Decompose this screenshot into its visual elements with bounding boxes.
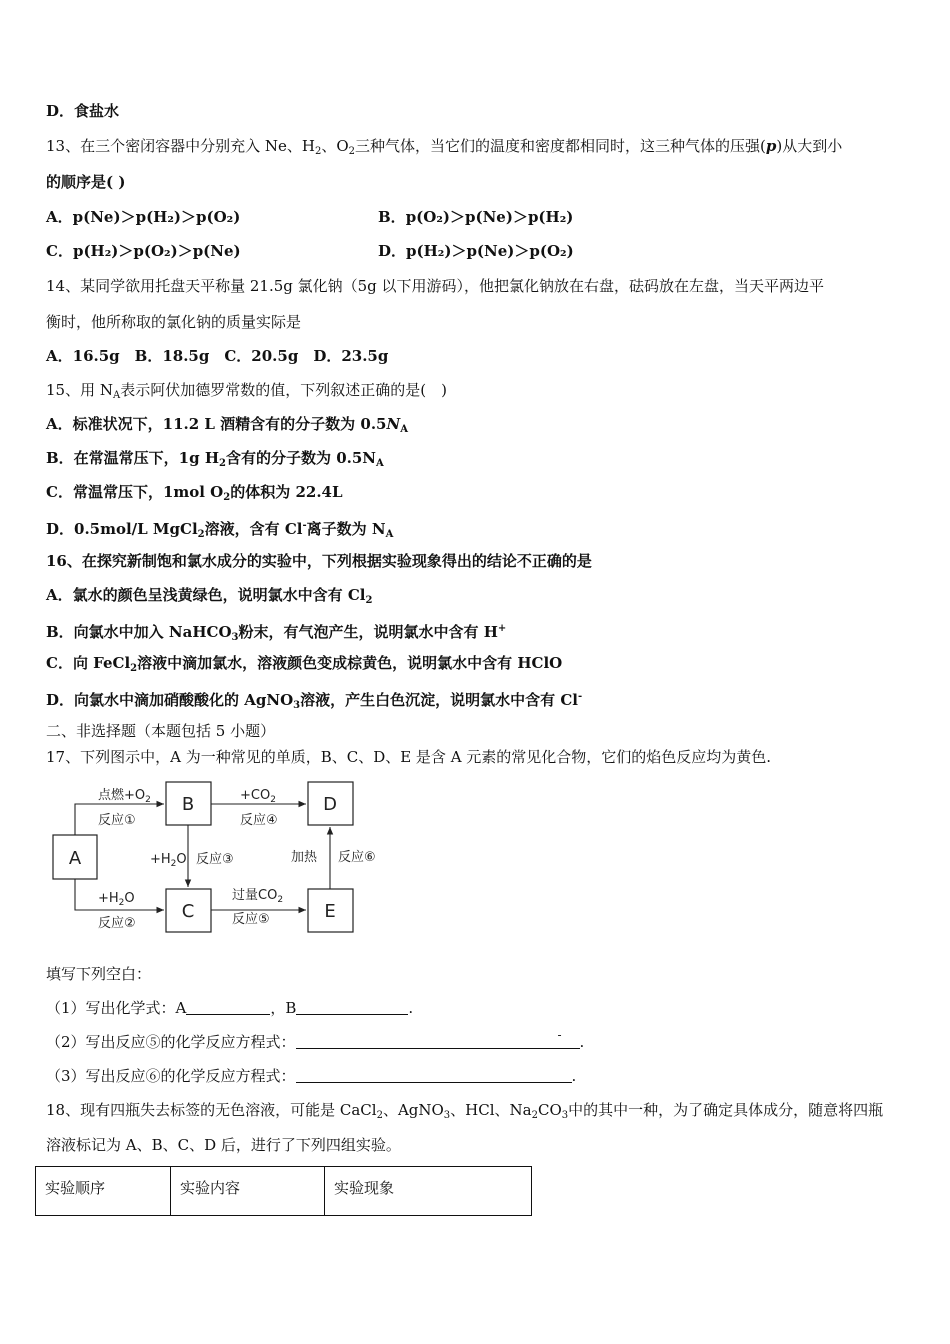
r4-label: 反应④ [240,813,278,828]
q18-stem-line1: 18、现有四瓶失去标签的无色溶液，可能是 CaCl$_2$、AgNO$_3$、HCl、$Na_2CO_3$中的其中一种，为了确定具体成分，随意将四瓶 [46,1101,884,1121]
r1-label: 反应① [98,813,136,828]
q16-option-c: C．向 FeCl$_2$溶液中滴加氯水，溶液颜色变成棕黄色，说明氯水中含有 HClO [46,654,563,674]
q14-options: A．16.5g B．18.5g C．20.5g D．23.5g [46,347,389,365]
r5-label: 反应⑤ [232,912,270,927]
header-phenomenon: 实验现象 [325,1167,532,1216]
answer-blank-b[interactable] [296,1000,408,1015]
q13-option-b: B．p(O₂)＞p(Ne)＞p(H₂) [378,208,574,226]
q13-option-a: A．p(Ne)＞p(H₂)＞p(O₂) [46,208,241,226]
r6-condition: 加热 [291,850,318,865]
q17-stem: 17、下列图示中，A 为一种常见的单质，B、C、D、E 是含 A 元素的常见化合物，它们的焰色反应均为黄色. [46,748,772,766]
table-row [36,1167,532,1216]
r2-condition: $+H_2O$ [98,891,135,908]
q15-option-c: C．常温常压下，1mol $O_2$的体积为 22.4L [46,483,343,503]
q16-option-a: A．氯水的颜色呈浅黄绿色，说明氯水中含有 $Cl_2$ [46,586,373,606]
q17-part1: （1）写出化学式：A ，B . [46,999,414,1017]
q14-stem-line1: 14、某同学欲用托盘天平称量 21.5g 氯化钠（5g 以下用游码），他把氯化钠放在右盘，砝码放在左盘，当天平两边平 [46,277,825,295]
q15-option-b: B．在常温常压下，1g $H_2$含有的分子数为 $0.5N_A$ [46,449,384,469]
q17-reaction-diagram [40,775,400,945]
header-content: 实验内容 [171,1167,325,1216]
label-d: D [323,794,337,815]
q15-stem: 15、用 $N_A$表示阿伏加德罗常数的值，下列叙述正确的是( ) [46,381,447,401]
label-c: C [181,901,195,922]
r3-label: 反应③ [196,852,234,867]
q16-stem: 16、在探究新制饱和氯水成分的实验中，下列根据实验现象得出的结论不正确的是 [46,552,592,570]
q18-experiment-table [35,1166,532,1216]
label-a: A [68,848,82,869]
r1-condition: 点燃$+O_2$ [98,788,151,805]
answer-blank-reaction6[interactable] [296,1068,572,1083]
r4-condition: $+CO_2$ [240,788,276,805]
q16-option-d: D．向氯水中滴加硝酸酸化的 AgNO$_3$溶液，产生白色沉淀，说明氯水中含有 Cl- [46,691,583,711]
q17-part3: （3）写出反应⑥的化学反应方程式： . [46,1067,577,1085]
q12-option-d: D．食盐水 [46,102,120,120]
label-b: B [181,794,195,815]
q13-stem-line1: 13、在三个密闭容器中分别充入 Ne、$H_2$、$O_2$三种气体，当它们的温度和密度都相同时，这三种气体的压强(p)从大到小 [46,137,843,157]
answer-blank-reaction5[interactable]: - [296,1034,580,1049]
q13-stem-line2: 的顺序是( ) [46,173,126,191]
answer-blank-a[interactable] [186,1000,270,1015]
q15-option-d: D．0.5mol/L MgCl$_2$溶液，含有 Cl-离子数为 $N_A$ [46,520,394,540]
q14-stem-line2: 衡时，他所称取的氯化钠的质量实际是 [46,313,302,331]
q15-option-a: A．标准状况下，11.2 L 酒精含有的分子数为 $0.5N_A$ [46,415,408,435]
r3-condition: $+H_2O$ [150,852,187,869]
r6-label: 反应⑥ [338,850,376,865]
q16-option-b: B．向氯水中加入 NaHCO$_3$粉末，有气泡产生，说明氯水中含有 H+ [46,623,507,643]
q13-option-c: C．p(H₂)＞p(O₂)＞p(Ne) [46,242,241,260]
r5-condition: 过量$CO_2$ [232,888,284,905]
header-order: 实验顺序 [36,1167,171,1216]
q17-part2: （2）写出反应⑤的化学反应方程式： - . [46,1028,585,1051]
label-e: E [324,901,336,922]
q13-option-d: D．p(H₂)＞p(Ne)＞p(O₂) [378,242,574,260]
section2-title: 二、非选择题（本题包括 5 小题） [46,722,276,740]
q17-fill-intro: 填写下列空白： [46,965,152,983]
r2-label: 反应② [98,916,136,931]
q18-stem-line2: 溶液标记为 A、B、C、D 后，进行了下列四组实验。 [46,1136,401,1154]
